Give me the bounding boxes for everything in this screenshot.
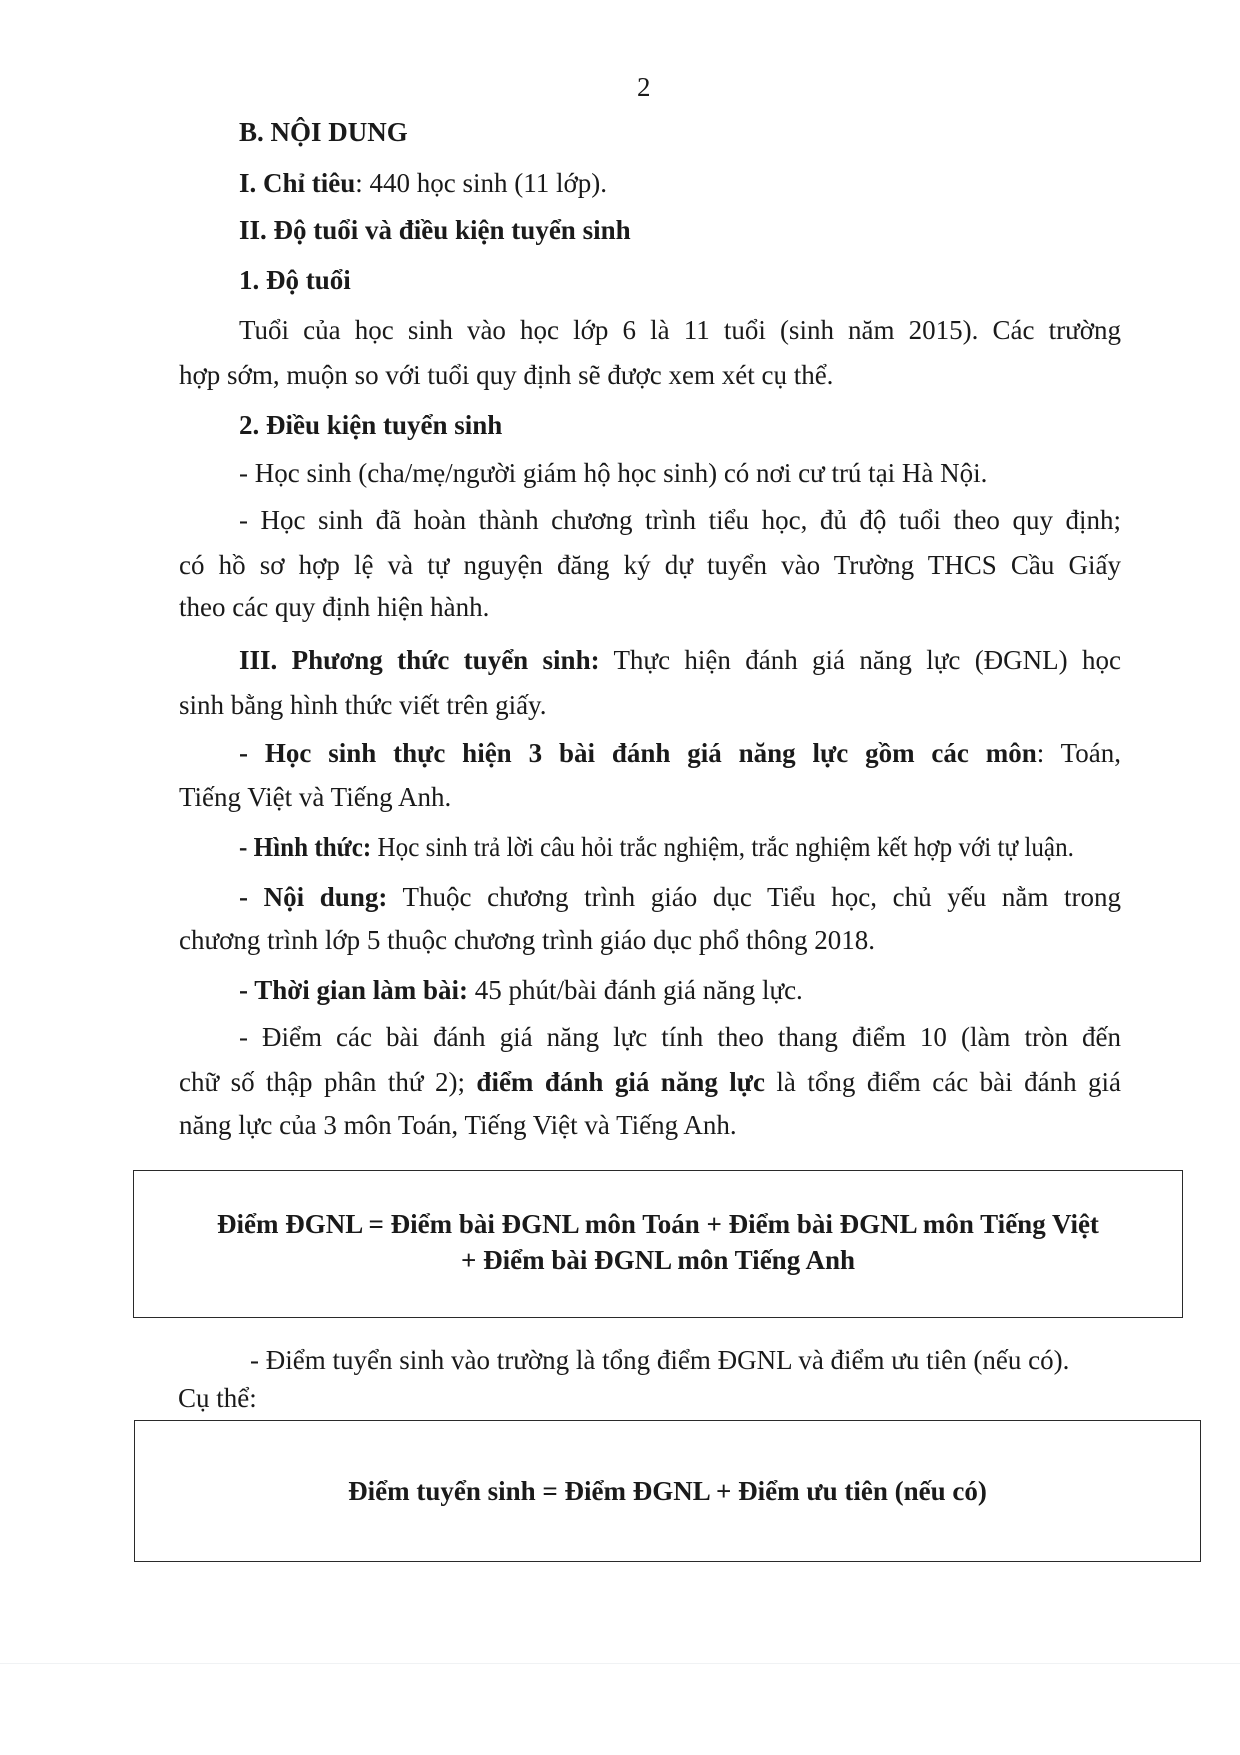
formula-admission: Điểm tuyển sinh = Điểm ĐGNL + Điểm ưu tiên (nếu có) — [348, 1476, 987, 1506]
section-title: B. NỘI DUNG — [239, 117, 408, 147]
age-paragraph-line1: Tuổi của học sinh vào học lớp 6 là 11 tuổi (sinh năm 2015). Các trường — [239, 315, 1121, 345]
age-conditions-heading: II. Độ tuổi và điều kiện tuyển sinh — [239, 215, 631, 245]
quota-line — [239, 166, 1121, 200]
content-label: - Nội dung: — [239, 882, 388, 912]
subjects-text: : Toán, — [1036, 738, 1122, 768]
subjects-label: - Học sinh thực hiện 3 bài đánh giá năng lực gồm các môn — [239, 738, 1037, 768]
subjects-line1 — [239, 736, 1121, 770]
format-label: - Hình thức: — [239, 832, 372, 862]
content-line2: chương trình lớp 5 thuộc chương trình giáo dục phổ thông 2018. — [179, 925, 876, 955]
page-number: 2 — [637, 72, 651, 102]
conditions-heading: 2. Điều kiện tuyển sinh — [239, 410, 503, 440]
score-line1: - Điểm các bài đánh giá năng lực tính theo thang điểm 10 (làm tròn đến — [239, 1022, 1121, 1052]
condition-item-completion-line1: - Học sinh đã hoàn thành chương trình tiểu học, đủ độ tuổi theo quy định; — [239, 505, 1121, 535]
method-line2: sinh bằng hình thức viết trên giấy. — [179, 690, 547, 720]
time-line — [239, 973, 1121, 1007]
specifically-label: Cụ thể: — [178, 1383, 257, 1413]
score-line2-start: chữ số thập phân thứ 2); — [179, 1067, 477, 1097]
format-line — [239, 830, 1074, 864]
scan-edge-line — [0, 1663, 1240, 1664]
score-line2-end: là tổng điểm các bài đánh giá — [764, 1067, 1121, 1097]
formula-dgnl-line1: Điểm ĐGNL = Điểm bài ĐGNL môn Toán + Điểm bài ĐGNL môn Tiếng Việt — [217, 1209, 1099, 1239]
score-line2 — [179, 1065, 1121, 1099]
time-label: - Thời gian làm bài: — [239, 975, 468, 1005]
condition-item-completion-line2: có hồ sơ hợp lệ và tự nguyện đăng ký dự tuyển vào Trường THCS Cầu Giấy — [179, 550, 1121, 580]
score-line2-bold: điểm đánh giá năng lực — [476, 1067, 765, 1097]
admission-score-line: - Điểm tuyển sinh vào trường là tổng điểm ĐGNL và điểm ưu tiên (nếu có). — [250, 1345, 1070, 1375]
formula-box-admission — [134, 1420, 1201, 1562]
score-line3: năng lực của 3 môn Toán, Tiếng Việt và Tiếng Anh. — [179, 1110, 737, 1140]
method-text: Thực hiện đánh giá năng lực (ĐGNL) học — [599, 645, 1121, 675]
content-line1 — [239, 880, 1121, 914]
age-heading: 1. Độ tuổi — [239, 265, 351, 295]
formula-dgnl-line2: + Điểm bài ĐGNL môn Tiếng Anh — [461, 1245, 855, 1275]
formula-box-dgnl — [133, 1170, 1183, 1318]
method-label: III. Phương thức tuyển sinh: — [239, 645, 600, 675]
condition-item-completion-line3: theo các quy định hiện hành. — [179, 592, 490, 622]
quota-label: I. Chỉ tiêu — [239, 168, 356, 198]
subjects-line2: Tiếng Việt và Tiếng Anh. — [179, 782, 452, 812]
time-text: 45 phút/bài đánh giá năng lực. — [468, 975, 803, 1005]
content-text: Thuộc chương trình giáo dục Tiểu học, chủ yếu nằm trong — [387, 882, 1121, 912]
condition-item-residence: - Học sinh (cha/mẹ/người giám hộ học sinh) có nơi cư trú tại Hà Nội. — [239, 458, 988, 488]
age-paragraph-line2: hợp sớm, muộn so với tuổi quy định sẽ được xem xét cụ thể. — [179, 360, 834, 390]
format-text: Học sinh trả lời câu hỏi trắc nghiệm, trắc nghiệm kết hợp với tự luận. — [371, 832, 1074, 862]
method-line1 — [239, 643, 1121, 677]
quota-text: : 440 học sinh (11 lớp). — [355, 168, 608, 198]
